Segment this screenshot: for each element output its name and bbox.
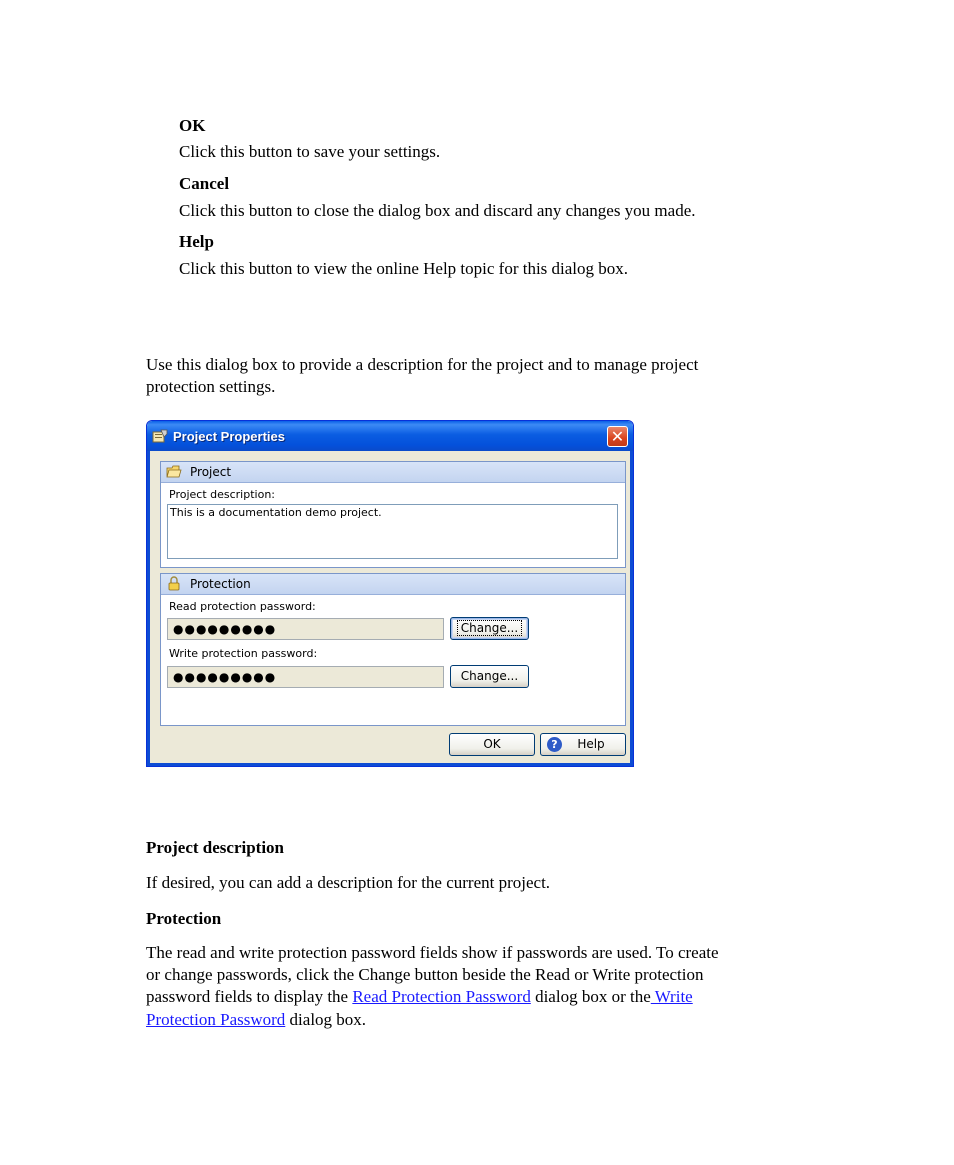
project-group-label: Project (190, 465, 232, 479)
project-description-text: If desired, you can add a description for the current project. (146, 873, 551, 892)
write-change-button[interactable]: Change... (450, 665, 529, 688)
help-description: Click this button to view the online Help topic for this dialog box. (179, 259, 629, 278)
protection-text-line-4-end: dialog box. (285, 1010, 367, 1029)
ok-button[interactable]: OK (449, 733, 535, 756)
protection-text-line-2: or change passwords, click the Change button beside the Read or Write protection (146, 965, 704, 984)
write-protection-password-link-part2[interactable]: Protection Password (146, 1010, 286, 1029)
read-password-label: Read protection password: (169, 600, 316, 613)
project-properties-dialog (146, 420, 634, 767)
close-button[interactable]: ✕ (607, 426, 628, 447)
project-description-term: Project description (146, 838, 285, 857)
protection-text-line-3 (146, 986, 693, 1008)
project-group (160, 461, 626, 568)
intro-line-1: Use this dialog box to provide a description for the project and to manage project (146, 355, 699, 374)
help-icon: ? (547, 737, 562, 752)
dialog-border-right (630, 451, 633, 766)
protection-term: Protection (146, 909, 222, 928)
dialog-border-left (147, 451, 150, 766)
protection-text-line-1: The read and write protection password fields show if passwords are used. To create (146, 943, 719, 962)
ok-description: Click this button to save your settings. (179, 142, 441, 161)
help-button-label: Help (577, 737, 605, 751)
dialog-title: Project Properties (173, 429, 285, 444)
cancel-description: Click this button to close the dialog box and discard any changes you made. (179, 201, 696, 220)
write-password-field[interactable]: ●●●●●●●●● (167, 666, 444, 688)
read-password-field[interactable]: ●●●●●●●●● (167, 618, 444, 640)
read-protection-password-link[interactable]: Read Protection Password (352, 987, 531, 1006)
lock-icon (166, 576, 182, 591)
protection-text-line-3-start: password fields to display the (146, 987, 353, 1006)
dialog-border-bottom (147, 763, 633, 766)
read-change-label: Change... (458, 621, 521, 635)
read-change-button[interactable] (450, 617, 529, 640)
protection-group-header (161, 574, 625, 595)
cancel-term: Cancel (179, 174, 230, 193)
help-term: Help (179, 232, 214, 251)
protection-text-line-4 (146, 1009, 366, 1031)
folder-icon (166, 464, 182, 479)
write-password-label: Write protection password: (169, 647, 318, 660)
dialog-title-bar[interactable] (147, 421, 633, 451)
protection-group (160, 573, 626, 726)
project-description-label: Project description: (169, 488, 275, 501)
intro-line-2: protection settings. (146, 377, 276, 396)
write-protection-password-link-part1[interactable]: Write (650, 987, 693, 1006)
help-button[interactable] (540, 733, 626, 756)
protection-group-label: Protection (190, 577, 251, 591)
project-group-header (161, 462, 625, 483)
project-description-input[interactable]: This is a documentation demo project. (167, 504, 618, 559)
ok-term: OK (179, 116, 206, 135)
properties-icon (152, 429, 168, 443)
protection-text-line-3-mid: dialog box or the (530, 987, 651, 1006)
